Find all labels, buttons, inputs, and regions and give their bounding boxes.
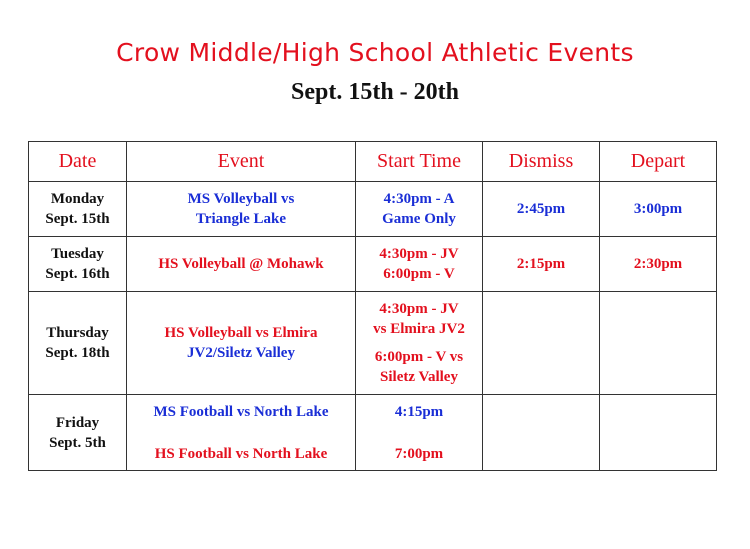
start-time-text: 6:00pm - V xyxy=(383,266,455,282)
start-time-text: 4:30pm - JV xyxy=(379,301,459,317)
depart-cell xyxy=(600,395,717,471)
start-time-text: Game Only xyxy=(382,211,456,227)
event-text: HS Volleyball vs Elmira xyxy=(164,325,318,341)
start-time-text: vs Elmira JV2 xyxy=(373,321,465,337)
date-label: Sept. 16th xyxy=(45,266,110,282)
day-label: Tuesday xyxy=(51,246,104,262)
header-event: Event xyxy=(127,142,356,182)
event-text: Triangle Lake xyxy=(195,211,287,227)
start-time-cell xyxy=(356,237,483,292)
header-row xyxy=(29,142,717,182)
day-label: Friday xyxy=(55,414,100,431)
event-text: MS Volleyball vs xyxy=(187,191,295,207)
dismiss-cell: 2:15pm xyxy=(483,237,600,292)
dismiss-cell xyxy=(483,292,600,395)
event-text: HS Football vs North Lake xyxy=(154,445,328,462)
event-text: HS Volleyball @ Mohawk xyxy=(158,256,324,272)
event-cell xyxy=(127,182,356,237)
date-label: Sept. 5th xyxy=(49,434,106,451)
date-label: Sept. 15th xyxy=(45,211,110,227)
day-label: Thursday xyxy=(46,325,109,341)
dismiss-cell: 2:45pm xyxy=(483,182,600,237)
date-cell xyxy=(29,182,127,237)
start-time-text: 4:30pm - JV xyxy=(379,246,459,262)
event-cell xyxy=(127,237,356,292)
date-cell xyxy=(29,237,127,292)
dismiss-cell xyxy=(483,395,600,471)
table-row xyxy=(29,182,717,237)
date-cell xyxy=(29,395,127,471)
date-cell xyxy=(29,292,127,395)
event-text: JV2/Siletz Valley xyxy=(187,345,295,361)
start-time-text: 4:30pm - A xyxy=(383,191,455,207)
start-time-cell xyxy=(356,395,483,471)
start-time-text: 6:00pm - V vs xyxy=(374,349,464,365)
table-row xyxy=(29,237,717,292)
start-time-cell xyxy=(356,182,483,237)
date-range-subtitle: Sept. 15th - 20th xyxy=(290,79,459,105)
header-dismiss: Dismiss xyxy=(483,142,600,182)
start-time-cell xyxy=(356,292,483,395)
events-table xyxy=(28,141,717,471)
start-time-text: Siletz Valley xyxy=(380,369,458,385)
header-date: Date xyxy=(29,142,127,182)
depart-cell xyxy=(600,292,717,395)
page-title: Crow Middle/High School Athletic Events xyxy=(116,38,634,67)
day-label: Monday xyxy=(50,191,105,207)
event-text: MS Football vs North Lake xyxy=(153,403,329,420)
table-row xyxy=(29,292,717,395)
header-start-time: Start Time xyxy=(356,142,483,182)
start-time-text: 4:15pm xyxy=(394,403,444,420)
header-depart: Depart xyxy=(600,142,717,182)
date-label: Sept. 18th xyxy=(45,345,110,361)
depart-cell: 2:30pm xyxy=(600,237,717,292)
event-cell xyxy=(127,292,356,395)
event-cell xyxy=(127,395,356,471)
start-time-text: 7:00pm xyxy=(394,445,444,462)
table-row xyxy=(29,395,717,471)
depart-cell: 3:00pm xyxy=(600,182,717,237)
